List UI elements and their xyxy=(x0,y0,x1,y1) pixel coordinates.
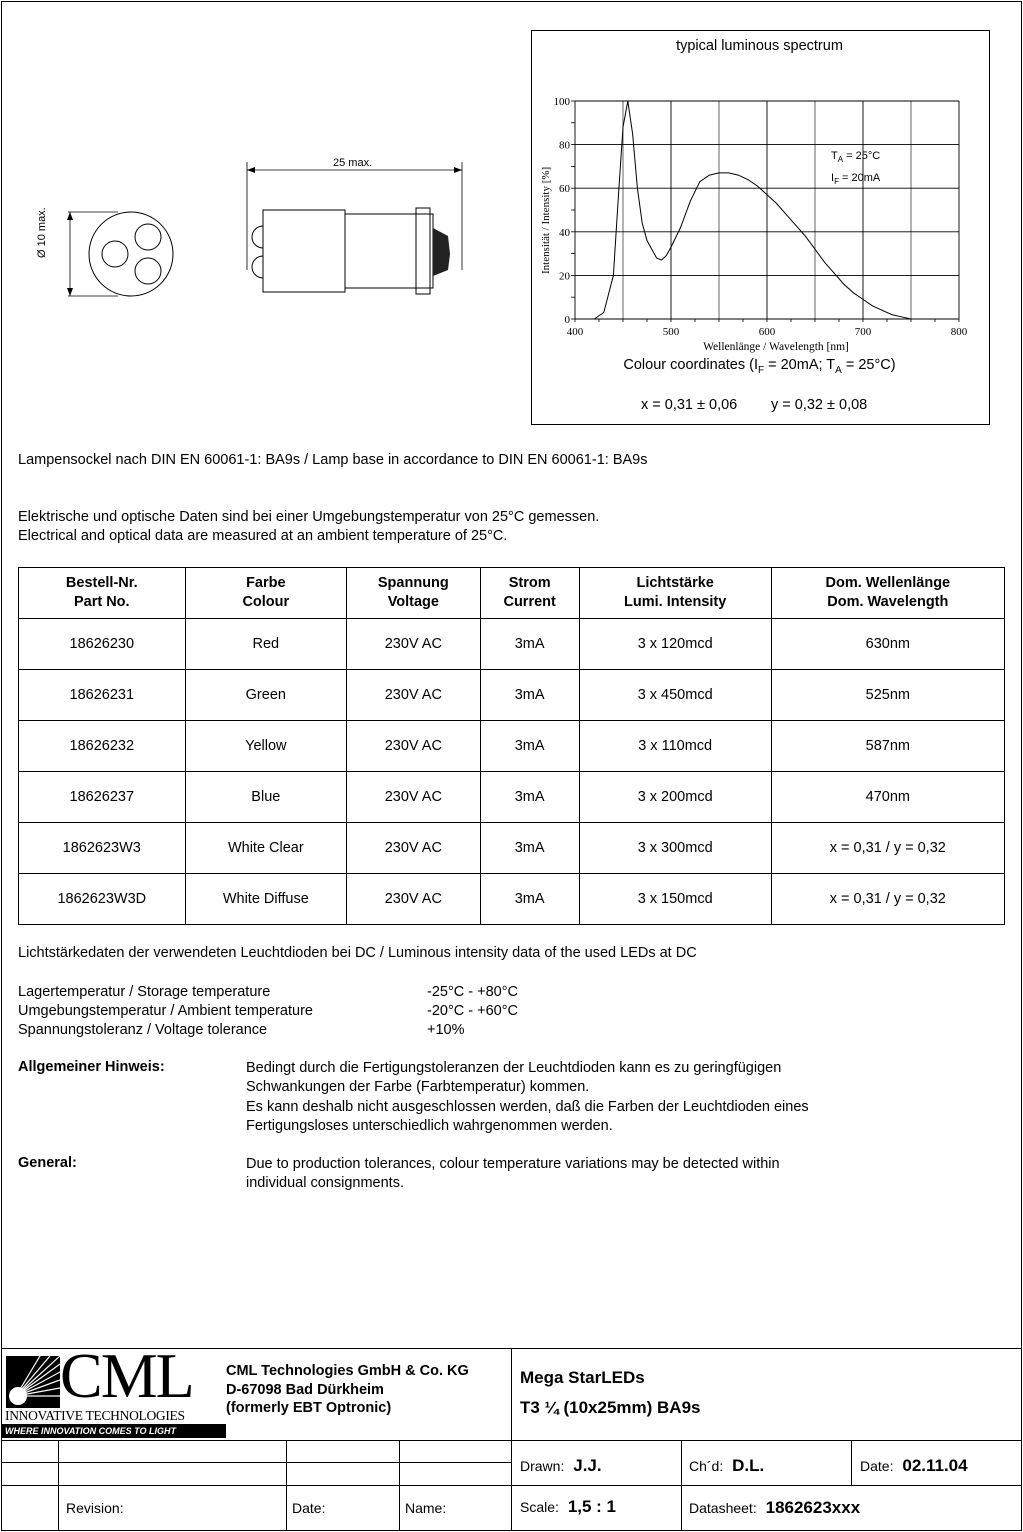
length-dimension-label: 25 max. xyxy=(333,157,373,169)
lamp-base-note: Lampensockel nach DIN EN 60061-1: BA9s / Lamp base in accordance to DIN EN 60061-1: BA9s xyxy=(18,452,648,468)
column-header: Lichtstärke Lumi. Intensity xyxy=(579,568,771,619)
spectrum-chart xyxy=(531,30,988,360)
table-cell: 3mA xyxy=(480,670,579,721)
x-tick-label: 500 xyxy=(662,326,680,338)
general-de-label: Allgemeiner Hinweis: xyxy=(18,1059,165,1075)
ta-condition: $T_A = 25^\circ C$ xyxy=(831,150,881,165)
y-tick-label: 40 xyxy=(559,226,570,239)
product-line-2: T3 ¼ (10x25mm) BA9s xyxy=(520,1398,701,1417)
diameter-dimension-label: Ø 10 max. xyxy=(36,207,48,258)
spec-value: -25°C - +80°C xyxy=(427,984,518,1000)
x-tick-label: 700 xyxy=(854,326,872,338)
revision-label: Revision: xyxy=(66,1500,124,1516)
scale-field: Scale: 1,5 : 1 xyxy=(520,1497,617,1516)
table-cell: Red xyxy=(185,619,347,670)
company-line: CML Technologies GmbH & Co. KG xyxy=(226,1363,469,1379)
table-cell: 3mA xyxy=(480,772,579,823)
table-cell: 3 x 110mcd xyxy=(579,721,771,772)
table-cell: White Clear xyxy=(185,823,347,874)
y-tick-label: 20 xyxy=(559,270,570,283)
note-line: Es kann deshalb nicht ausgeschlossen werden, daß die Farben der Leuchtdioden eines xyxy=(246,1098,809,1115)
table-cell: 3 x 120mcd xyxy=(579,619,771,670)
y-tick-label: 0 xyxy=(564,314,570,326)
if-condition: $I_F = 20mA$ xyxy=(831,172,881,187)
spectrum-title: typical luminous spectrum xyxy=(676,38,843,54)
general-en-text xyxy=(246,1155,780,1194)
column-header: Strom Current xyxy=(480,568,579,619)
table-cell: Yellow xyxy=(185,721,347,772)
table-cell: 230V AC xyxy=(347,823,481,874)
table-cell: Blue xyxy=(185,772,347,823)
general-de-text xyxy=(246,1059,809,1136)
table-row xyxy=(19,721,1005,772)
column-header: Spannung Voltage xyxy=(347,568,481,619)
measure-note-en: Electrical and optical data are measured at an ambient temperature of 25°C. xyxy=(18,528,508,544)
table-cell: 3 x 200mcd xyxy=(579,772,771,823)
table-cell: 18626237 xyxy=(19,772,186,823)
table-cell: 1862623W3D xyxy=(19,874,186,925)
table-row xyxy=(19,772,1005,823)
revision-date-label: Date: xyxy=(292,1500,326,1516)
table-cell: 230V AC xyxy=(347,721,481,772)
note-line: individual consignments. xyxy=(246,1175,404,1192)
cml-logo-subtitle: INNOVATIVE TECHNOLOGIES xyxy=(5,1408,185,1423)
coord-y: y = 0,32 ± 0,08 xyxy=(771,397,868,413)
table-cell: 230V AC xyxy=(347,874,481,925)
spectrum-x-axis-label: Wellenlänge / Wavelength [nm] xyxy=(703,341,849,353)
company-address xyxy=(226,1362,469,1418)
checked-field: Ch´d: D.L. xyxy=(689,1456,765,1475)
table-cell: 470nm xyxy=(771,772,1004,823)
x-tick-label: 400 xyxy=(566,326,584,338)
colour-coordinates-title: Colour coordinates ($I_F = 20mA$; $T_A = 25^\circ C$) xyxy=(623,357,896,376)
x-tick-label: 600 xyxy=(758,326,776,338)
table-cell: 3 x 450mcd xyxy=(579,670,771,721)
note-line: Fertigungsloses unterschiedlich wahrgenommen werden. xyxy=(246,1117,613,1134)
measure-note-de: Elektrische und optische Daten sind bei einer Umgebungstemperatur von 25°C gemessen. xyxy=(18,509,600,525)
column-header: Dom. Wellenlänge Dom. Wavelength xyxy=(771,568,1004,619)
table-cell: 3 x 300mcd xyxy=(579,823,771,874)
table-cell: 18626231 xyxy=(19,670,186,721)
note-line: Bedingt durch die Fertigungstoleranzen der Leuchtdioden kann es zu geringfügigen xyxy=(246,1060,782,1076)
x-tick-label: 800 xyxy=(950,326,968,338)
table-cell: Green xyxy=(185,670,347,721)
table-cell: White Diffuse xyxy=(185,874,347,925)
spec-label: Spannungstoleranz / Voltage tolerance xyxy=(18,1022,268,1038)
spectrum-y-axis-label: Intensität / Intensity [%] xyxy=(540,166,552,274)
table-cell: 3mA xyxy=(480,874,579,925)
table-row xyxy=(19,619,1005,670)
note-line: Schwankungen der Farbe (Farbtemperatur) kommen. xyxy=(246,1079,590,1096)
table-cell: x = 0,31 / y = 0,32 xyxy=(771,874,1004,925)
cml-logo-slogan: WHERE INNOVATION COMES TO LIGHT xyxy=(5,1426,176,1436)
spec-value: +10% xyxy=(427,1022,465,1038)
column-header: Farbe Colour xyxy=(185,568,347,619)
y-tick-label: 100 xyxy=(553,96,570,108)
coord-x: x = 0,31 ± 0,06 xyxy=(641,397,738,413)
y-tick-label: 80 xyxy=(559,139,570,152)
drawn-field: Drawn: J.J. xyxy=(520,1456,602,1475)
table-cell: x = 0,31 / y = 0,32 xyxy=(771,823,1004,874)
table-cell: 18626232 xyxy=(19,721,186,772)
company-line: D-67098 Bad Dürkheim xyxy=(226,1381,384,1398)
revision-name-label: Name: xyxy=(405,1500,447,1516)
product-line-1: Mega StarLEDs xyxy=(520,1368,645,1387)
table-cell: 630nm xyxy=(771,619,1004,670)
table-row xyxy=(19,823,1005,874)
column-header: Bestell-Nr. Part No. xyxy=(19,568,186,619)
y-tick-label: 60 xyxy=(559,183,570,196)
table-cell: 587nm xyxy=(771,721,1004,772)
dc-note: Lichtstärkedaten der verwendeten Leuchtdioden bei DC / Luminous intensity data of the used LEDs at DC xyxy=(18,945,697,961)
table-row xyxy=(19,874,1005,925)
table-cell: 3mA xyxy=(480,619,579,670)
cml-logo-sunburst-icon xyxy=(6,1356,60,1408)
product-table xyxy=(18,567,1005,925)
table-row xyxy=(19,670,1005,721)
table-cell: 230V AC xyxy=(347,670,481,721)
table-header-row xyxy=(19,568,1005,619)
table-cell: 3 x 150mcd xyxy=(579,874,771,925)
table-cell: 1862623W3 xyxy=(19,823,186,874)
table-cell: 230V AC xyxy=(347,619,481,670)
table-cell: 525nm xyxy=(771,670,1004,721)
general-en-label: General: xyxy=(18,1155,77,1171)
table-cell: 18626230 xyxy=(19,619,186,670)
spec-label: Lagertemperatur / Storage temperature xyxy=(18,984,271,1000)
date-field: Date: 02.11.04 xyxy=(860,1456,968,1475)
spec-label: Umgebungstemperatur / Ambient temperature xyxy=(18,1003,313,1019)
spec-value: -20°C - +60°C xyxy=(427,1003,518,1019)
table-cell: 3mA xyxy=(480,721,579,772)
table-cell: 3mA xyxy=(480,823,579,874)
table-cell: 230V AC xyxy=(347,772,481,823)
note-line: Due to production tolerances, colour temperature variations may be detected within xyxy=(246,1156,780,1172)
datasheet-field: Datasheet: 1862623xxx xyxy=(689,1498,861,1517)
lamp-drawing xyxy=(40,150,480,310)
company-line: (formerly EBT Optronic) xyxy=(226,1400,392,1416)
cml-logo-text: CML xyxy=(60,1340,193,1411)
